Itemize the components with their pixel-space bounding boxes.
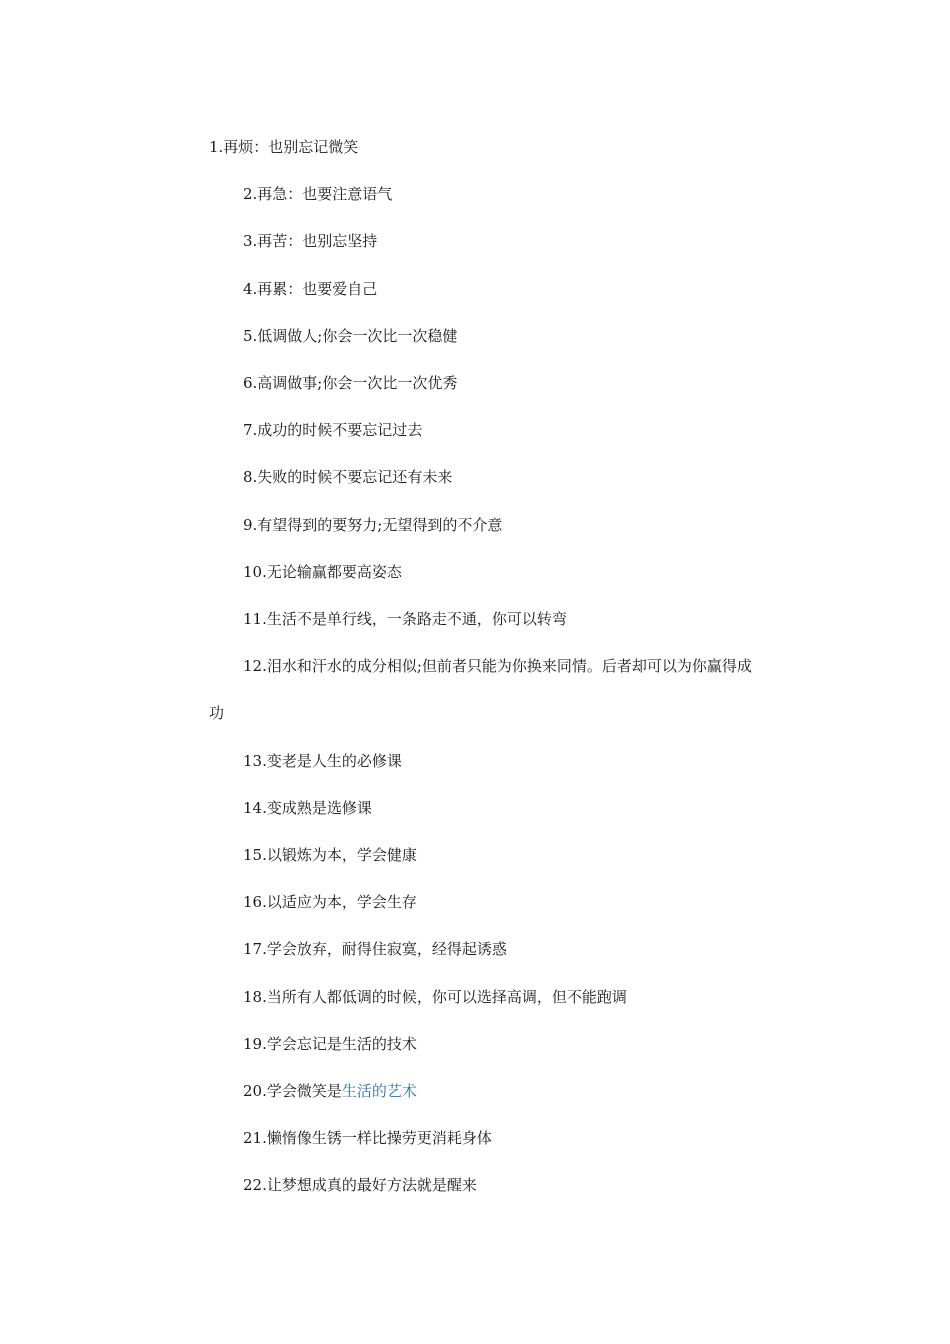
list-item: 5.低调做人;你会一次比一次稳健 <box>243 326 458 345</box>
list-item: 13.变老是人生的必修课 <box>243 751 402 770</box>
quote-list <box>209 124 809 1210</box>
art-of-life-link[interactable]: 生活的艺术 <box>341 1082 417 1101</box>
list-item: 19.学会忘记是生活的技术 <box>243 1034 417 1053</box>
list-item: 18.当所有人都低调的时候，你可以选择高调，但不能跑调 <box>243 987 627 1006</box>
list-item: 3.再苦：也别忘坚持 <box>243 232 378 251</box>
list-item: 10.无论输赢都要高姿态 <box>243 562 402 581</box>
list-item <box>209 1068 809 1115</box>
list-item: 6.高调做事;你会一次比一次优秀 <box>243 374 458 393</box>
list-item: 7.成功的时候不要忘记过去 <box>243 421 423 440</box>
list-item: 8.失败的时候不要忘记还有未来 <box>243 468 453 487</box>
list-item: 16.以适应为本，学会生存 <box>243 893 417 912</box>
list-item: 2.再急：也要注意语气 <box>243 185 393 204</box>
list-item-text: 20.学会微笑是 <box>243 1082 342 1101</box>
list-item: 1.再烦：也别忘记微笑 <box>209 138 359 156</box>
list-item-continuation: 功 <box>209 704 225 723</box>
list-item: 21.懒惰像生锈一样比操劳更消耗身体 <box>243 1129 492 1148</box>
list-item: 17.学会放弃，耐得住寂寞，经得起诱惑 <box>243 940 507 959</box>
list-item: 4.再累：也要爱自己 <box>243 279 378 298</box>
list-item: 14.变成熟是选修课 <box>243 798 372 817</box>
list-item: 9.有望得到的要努力;无望得到的不介意 <box>243 515 503 534</box>
list-item: 12.泪水和汗水的成分相似;但前者只能为你换来同情。后者却可以为你赢得成 <box>243 657 752 676</box>
list-item: 11.生活不是单行线，一条路走不通，你可以转弯 <box>243 610 567 629</box>
list-item: 22.让梦想成真的最好方法就是醒来 <box>243 1176 477 1195</box>
list-item: 15.以锻炼为本，学会健康 <box>243 846 417 865</box>
